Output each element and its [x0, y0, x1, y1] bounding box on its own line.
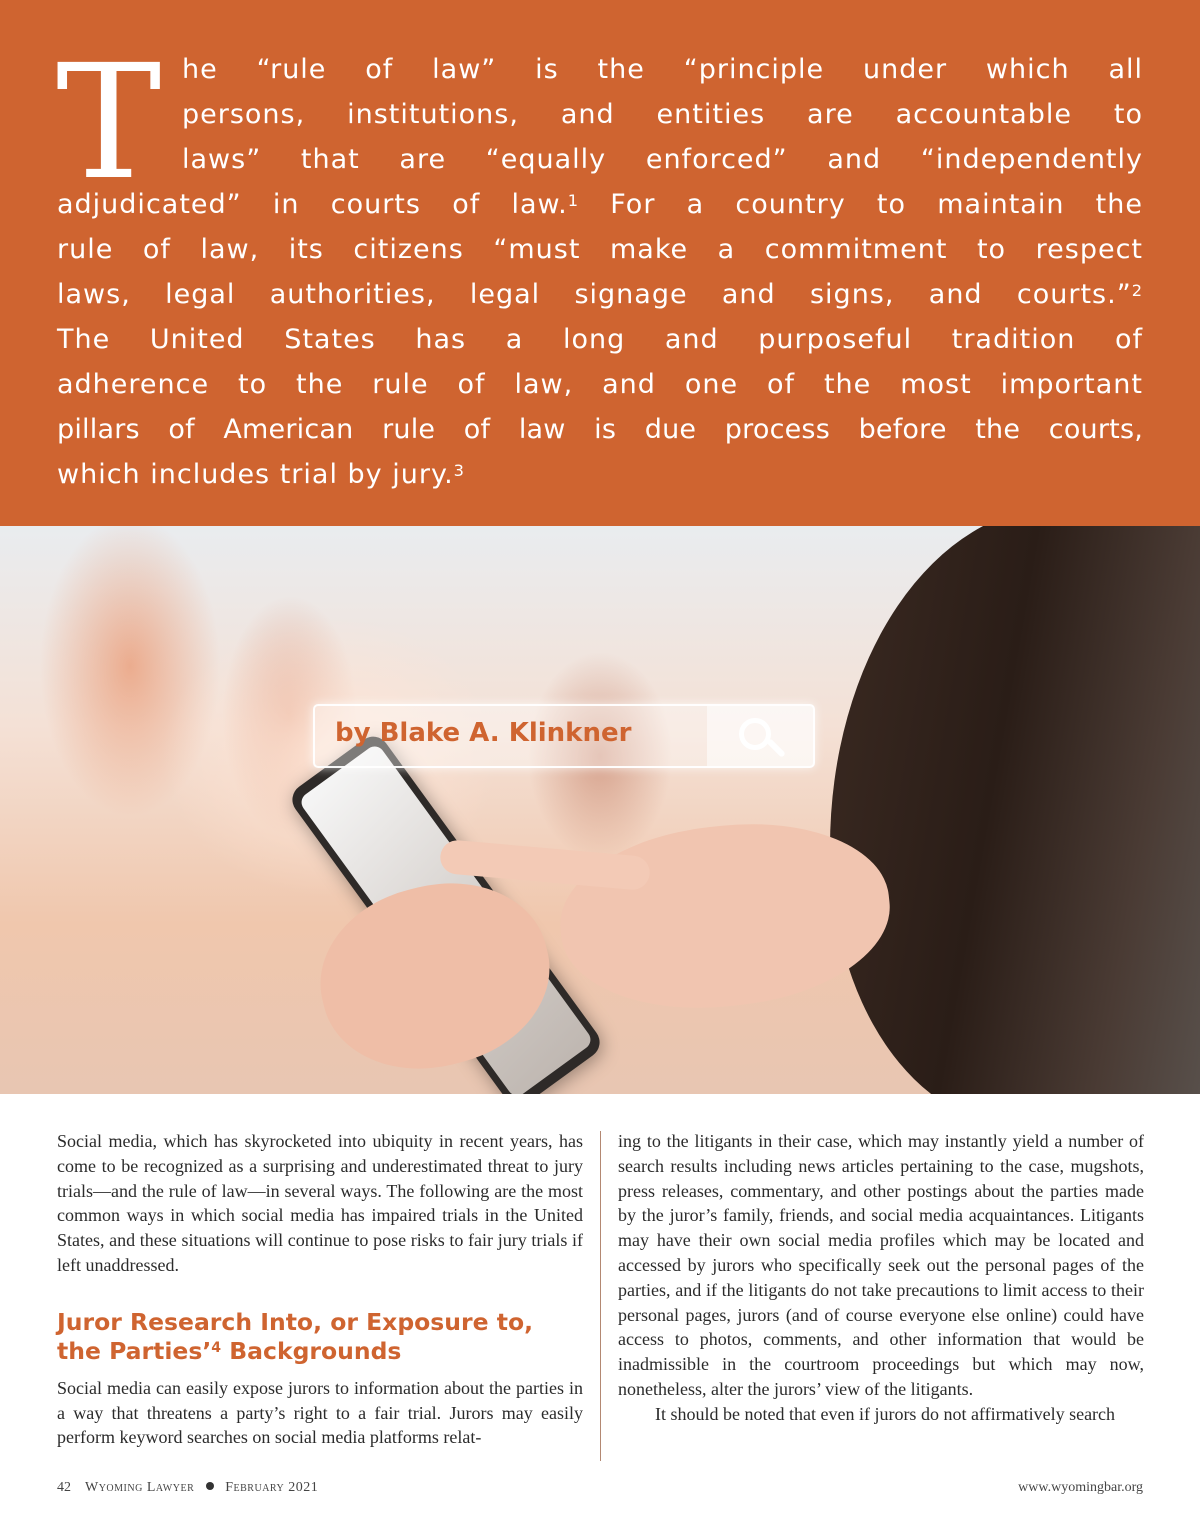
intro-line: rule of law, its citizens “must make a commitment to respect	[57, 234, 1143, 265]
drop-cap: T	[56, 31, 162, 215]
magnifying-glass-icon	[739, 718, 771, 750]
footnote-ref: 2	[1131, 280, 1143, 300]
intro-line: laws” that are “equally enforced” and “independently	[182, 144, 1143, 175]
intro-line: laws, legal authorities, legal signage and signs, and courts.”$^2$	[57, 279, 1143, 310]
article-column-right	[618, 1129, 1144, 1427]
intro-line: adherence to the rule of law, and one of the most important	[57, 369, 1143, 400]
column-divider	[600, 1131, 601, 1461]
intro-line: which includes trial by jury.$^3$	[57, 459, 465, 490]
page-footer-left	[57, 1480, 318, 1496]
publication-name: Wyoming Lawyer	[85, 1480, 195, 1495]
body-paragraph: It should be noted that even if jurors do not affirmatively search	[655, 1403, 1116, 1424]
footnote-ref: 1	[567, 190, 579, 210]
intro-banner	[0, 0, 1200, 526]
search-button-graphic	[707, 706, 813, 766]
body-paragraph: ing to the litigants in their case, which may instantly yield a number of search results including news articles pertaining to the case, mugshots, press releases, commentary, and other postings about the parties made by the juror’s family, friends, and social media acquaintances. Litigants may have their own social media profiles which may be located and accessed by jurors who specifically seek out the personal pages of the parties, and if the litigants do not take precautions to limit access to their personal pages, jurors (and of course everyone else online) could have access to photos, comments, and other information that would be inadmissible in the courtroom proceedings but which may now, nonetheless, alter the jurors’ view of the litigants.	[618, 1131, 1144, 1399]
footnote-ref: 3	[453, 460, 465, 480]
intro-line: pillars of American rule of law is due process before the courts,	[57, 414, 1143, 445]
bullet-dot-icon	[206, 1482, 214, 1490]
footnote-ref: 4	[211, 1340, 222, 1357]
article-column-left	[57, 1129, 583, 1450]
section-heading: Juror Research Into, or Exposure to, the Parties’$^4$ Backgrounds	[57, 1307, 534, 1365]
author-byline: by Blake A. Klinkner	[335, 718, 632, 748]
body-paragraph: Social media can easily expose jurors to information about the parties in a way that threatens a party’s right to a fair trial. Jurors may easily perform keyword searches on social media platforms relat-	[57, 1377, 583, 1448]
intro-line: adjudicated” in courts of law.$^1$ For a country to maintain the	[57, 189, 1143, 220]
issue-date: February 2021	[225, 1480, 319, 1495]
page-number: 42	[57, 1480, 71, 1495]
photo-hair	[830, 526, 1200, 1094]
body-paragraph: Social media, which has skyrocketed into ubiquity in recent years, has come to be recognized as a surprising and underestimated threat to jury trials—and the rule of law—in several ways. The following are the most common ways in which social media has impaired trials in the United States, and these situations will continue to pose risks to fair jury trials if left unaddressed.	[57, 1131, 583, 1275]
website-link[interactable]: www.wyomingbar.org	[1018, 1480, 1143, 1495]
search-bar-graphic	[313, 704, 815, 768]
intro-line: he “rule of law” is the “principle under which all	[182, 54, 1143, 85]
intro-line: The United States has a long and purposeful tradition of	[57, 324, 1143, 355]
intro-line: persons, institutions, and entities are accountable to	[182, 99, 1143, 130]
hero-photo	[0, 526, 1200, 1094]
magnifying-glass-handle	[766, 738, 786, 758]
